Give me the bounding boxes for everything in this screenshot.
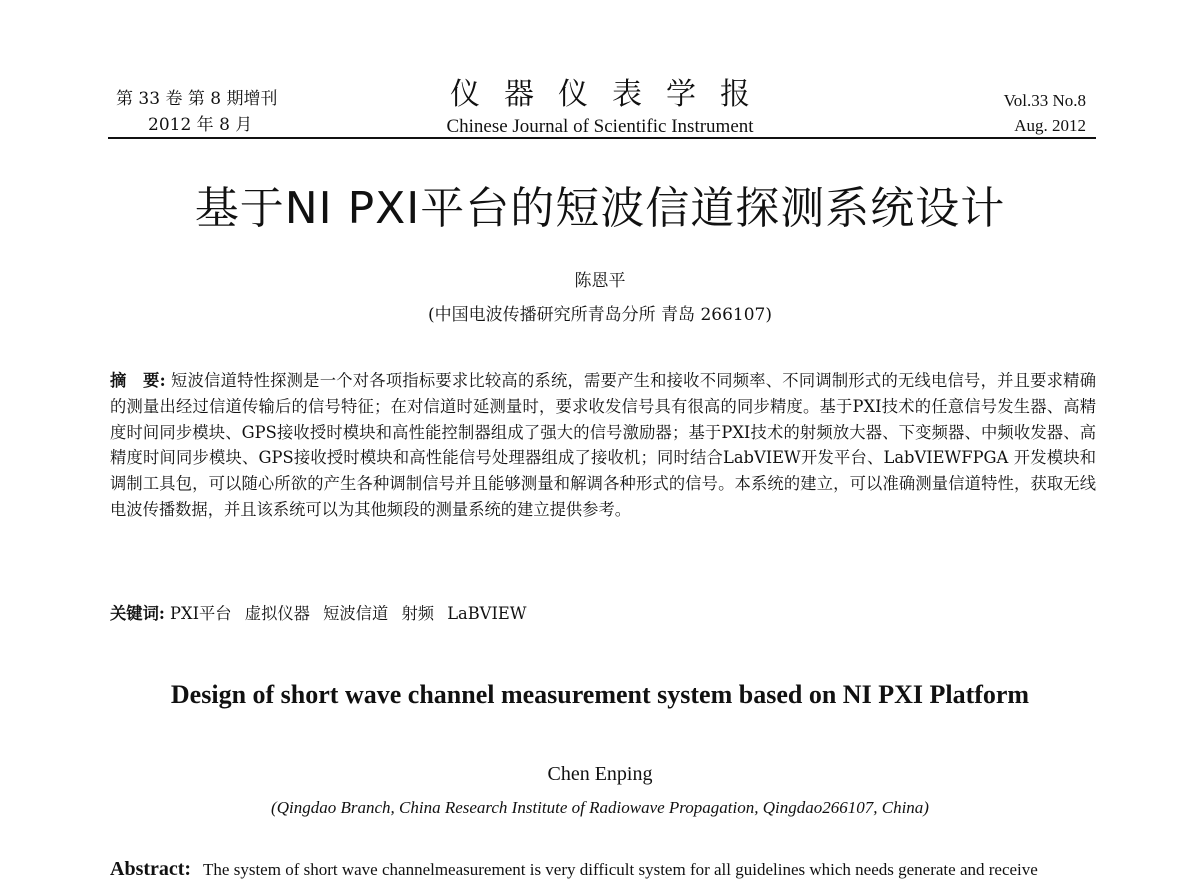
header-right <box>1004 88 1086 138</box>
volume-issue-cn: 第 33 卷 第 8 期增刊 <box>116 89 278 109</box>
abstract-label-cn: 摘 要: <box>110 371 166 390</box>
abstract-en <box>110 858 1100 881</box>
paper-title-cn: 基于NI PXI平台的短波信道探测系统设计 <box>194 183 1006 234</box>
header-left <box>116 86 277 138</box>
keywords-label-cn: 关键词: <box>110 604 165 623</box>
keyword: 虚拟仪器 <box>244 604 310 623</box>
keyword: 短波信道 <box>323 604 389 623</box>
date-cn: 2012 年 8 月 <box>148 115 253 135</box>
abstract-label-en: Abstract: <box>110 858 192 880</box>
author-en: Chen Enping <box>547 763 653 785</box>
keyword: LaBVIEW <box>447 604 527 623</box>
journal-name-en: Chinese Journal of Scientific Instrument <box>446 116 754 137</box>
header-center <box>380 76 820 138</box>
abstract-cn <box>110 368 1096 523</box>
keyword: 射频 <box>401 604 435 623</box>
affiliation-cn: (中国电波传播研究所青岛分所 青岛 266107) <box>428 305 772 325</box>
affiliation-en: (Qingdao Branch, China Research Institute of Radiowave Propagation, Qingdao266107, China) <box>271 798 929 817</box>
date-en: Aug. 2012 <box>1014 116 1086 135</box>
keywords-cn <box>110 601 1096 627</box>
journal-name-cn: 仪器仪表学报 <box>450 77 774 112</box>
header-rule <box>108 137 1096 139</box>
paper-title-en: Design of short wave channel measurement system based on NI PXI Platform <box>170 680 1030 709</box>
keyword: PXI平台 <box>170 604 232 623</box>
volume-en: Vol.33 No.8 <box>1003 91 1086 110</box>
author-cn: 陈恩平 <box>574 271 626 291</box>
abstract-text-cn: 短波信道特性探测是一个对各项指标要求比较高的系统，需要产生和接收不同频率、不同调制形式的无线电信号，并且要求精确的测量出经过信道传输后的信号特征；在对信道时延测量时，要求收发信号具有很高的同步精度。基于PXI技术的任意信号发生器、高精度时间同步模块、GPS接收授时模块和高性能控制器组成了强大的信号激励器；基于PXI技术的射频放大器、下变频器、中频收发器、高精度时间同步模块、GPS接收授时模块和高性能信号处理器组成了接收机；同时结合LabVIEW开发平台、LabVIEWFPGA 开发模块和调制工具包，可以随心所欲的产生各种调制信号并且能够测量和解调各种形式的信号。本系统的建立，可以准确测量信道特性，获取无线电波传播数据，并且该系统可以为其他频段的测量系统的建立提供参考。 <box>110 371 1096 519</box>
abstract-text-en: The system of short wave channelmeasurement is very difficult system for all guidelines which needs generate and receive <box>203 860 1038 879</box>
